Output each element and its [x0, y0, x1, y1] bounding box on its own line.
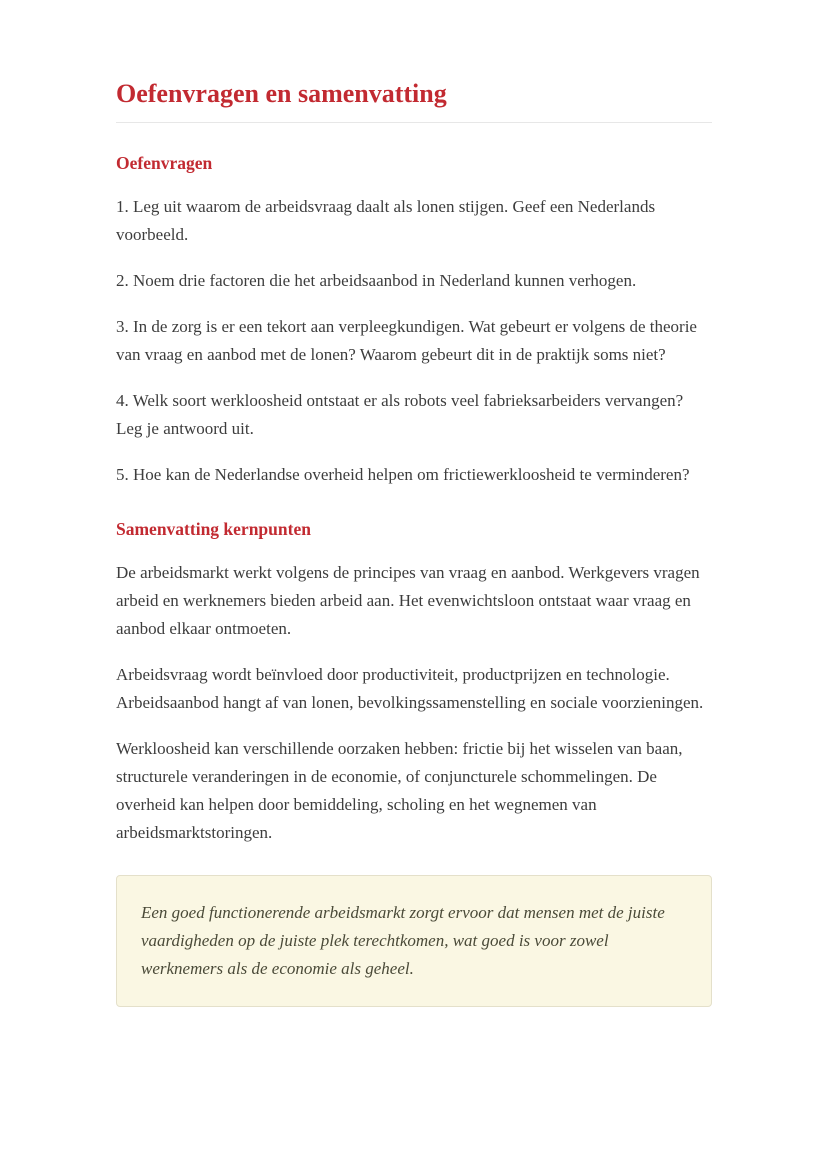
summary-paragraph-3: Werkloosheid kan verschillende oorzaken hebben: frictie bij het wisselen van baan, structurele veranderingen in de economie, of conjuncturele schommelingen. De overheid kan helpen door bemiddeling, scholing en het wegnemen van arbeidsmarktstoringen. — [116, 738, 683, 842]
summary-paragraph-1: De arbeidsmarkt werkt volgens de principes van vraag en aanbod. Werkgevers vragen arbeid en werknemers bieden arbeid aan. Het evenwichtsloon ontstaat waar vraag en aanbod elkaar ontmoeten. — [116, 562, 700, 638]
document-page — [116, 0, 712, 1007]
question-item-3: 3. In de zorg is er een tekort aan verpleegkundigen. Wat gebeurt er volgens de theorie van vraag en aanbod met de lonen? Waarom gebeurt dit in de praktijk soms niet? — [116, 317, 697, 365]
section-heading-oefenvragen: Oefenvragen — [116, 153, 213, 174]
callout-text: Een goed functionerende arbeidsmarkt zorgt ervoor dat mensen met de juiste vaardigheden op de juiste plek terechtkomen, wat goed is voor zowel werknemers als de economie als geheel. — [141, 902, 665, 978]
question-item-1: 1. Leg uit waarom de arbeidsvraag daalt als lonen stijgen. Geef een Nederlands voorbeeld. — [116, 197, 656, 245]
question-item-4: 4. Welk soort werkloosheid ontstaat er als robots veel fabrieksarbeiders vervangen? Leg je antwoord uit. — [116, 391, 684, 439]
page-title: Oefenvragen en samenvatting — [116, 78, 712, 123]
summary-paragraph-2: Arbeidsvraag wordt beïnvloed door productiviteit, productprijzen en technologie. Arbeidsaanbod hangt af van lonen, bevolkingssamenstelling en sociale voorzieningen. — [116, 664, 704, 712]
callout-box — [116, 875, 712, 1007]
section-heading-samenvatting: Samenvatting kernpunten — [116, 519, 311, 540]
question-item-5: 5. Hoe kan de Nederlandse overheid helpen om frictiewerkloosheid te verminderen? — [116, 465, 690, 485]
question-item-2: 2. Noem drie factoren die het arbeidsaanbod in Nederland kunnen verhogen. — [116, 271, 637, 291]
